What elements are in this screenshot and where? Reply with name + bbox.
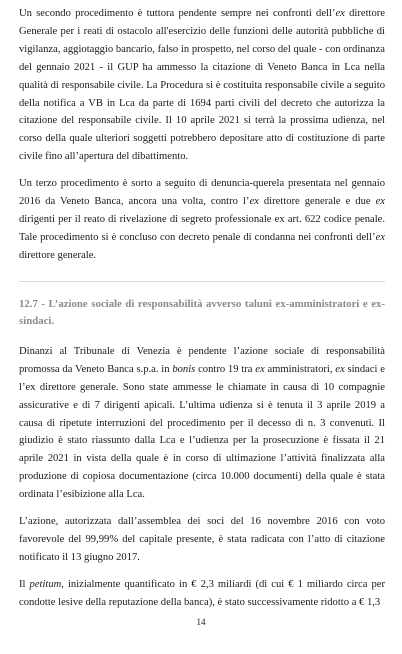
text-run: L’azione, autorizzata dall’assemblea dei soci del 16 novembre 2016 con voto favorevole del 99,99% del capitale presente, è stata radicata con l’atto di citazione notificato il 13 giugno 2017. [19, 516, 385, 563]
italic-text-run: ex [375, 196, 386, 208]
text-run: sindaci e l’ex direttore generale. Sono state ammesse le chiamate in causa di 10 compagnie assicurative e di 7 dirigenti apicali. L’ultima udienza si è tenuta il 3 aprile 2019 a causa di ripetute interruzioni del procedimento per il decesso di n. 3 convenuti. Il giudizio è stato riassunto dalla Lca e l’udienza per la prosecuzione è fissata il 21 aprile 2021 in vista della quale è in corso di ultimazione l’attività finalizzata alla produzione di copiosa documentazione (circa 10.000 documenti) della quale è stata ordinata l’esibizione alla Lca. [19, 363, 385, 501]
italic-text-run: ex [255, 363, 265, 375]
text-run: direttore generale e due [258, 196, 376, 208]
paragraph-third-proceeding [19, 175, 385, 265]
text-run: Un secondo procedimento è tuttora pendente sempre nei confronti dell’ [19, 8, 336, 19]
text-run: Dinanzi al Tribunale di Venezia è pendente l’azione sociale di responsabilità promossa da Veneto Banca s.p.a. in [19, 345, 385, 375]
italic-text-run: ex [375, 231, 385, 243]
italic-text-run: ex [335, 8, 345, 19]
italic-text-run: ex [249, 196, 259, 208]
text-run: direttore generale. [19, 249, 97, 261]
italic-text-run: petitum [29, 578, 62, 590]
text-run: amministratori, [264, 363, 336, 375]
paragraph-authorization [19, 513, 385, 567]
page-body [19, 5, 385, 621]
text-run: dirigenti per il reato di rivelazione di segreto professionale ex art. 622 codice penale. Tale procedimento si è concluso con decreto penale di condanna nei confronti dell’ [19, 213, 385, 243]
text-run: direttore Generale per i reati di ostacolo all'esercizio delle funzioni delle autorità pubbliche di vigilanza, aggiotaggio bancario, falso in prospetto, nel corso del quale - con ordinanza del gennaio 2021 - il GUP ha ammesso la citazione di Veneto Banca in Lca nella qualità di responsabile civile. La Procedura si è costituita responsabile civile a seguito della notifica a VB in Lca da parte di 1694 parti civili del decreto che autorizza la citazione del responsabile civile. Il 10 aprile 2021 si terrà la prossima udienza, nel corso della quale ulteriori soggetti potrebbero depositare atto di costituzione di parte civile fino all’apertura del dibattimento. [19, 8, 385, 163]
section-heading: 12.7 - L’azione sociale di responsabilità avverso taluni ex-amministratori e ex-sindaci. [19, 281, 385, 331]
paragraph-petitum [19, 576, 385, 612]
text-run: Il [19, 578, 30, 590]
text-run: contro 19 tra [195, 363, 256, 375]
text-run: , inizialmente quantificato in € 2,3 miliardi (di cui € 1 miliardo circa per condotte lesive della reputazione della banca), è stato successivamente ridotto a € 1,3 [19, 578, 385, 608]
italic-text-run: bonis [172, 363, 196, 375]
text-run: Un terzo procedimento è sorto a seguito di denuncia-querela presentata nel gennaio 2016 da Veneto Banca, ancora una volta, contro l’ [19, 178, 385, 208]
page-number: 14 [196, 617, 206, 627]
paragraph-second-proceeding [19, 5, 385, 166]
italic-text-run: ex [335, 363, 345, 375]
paragraph-social-action [19, 343, 385, 504]
